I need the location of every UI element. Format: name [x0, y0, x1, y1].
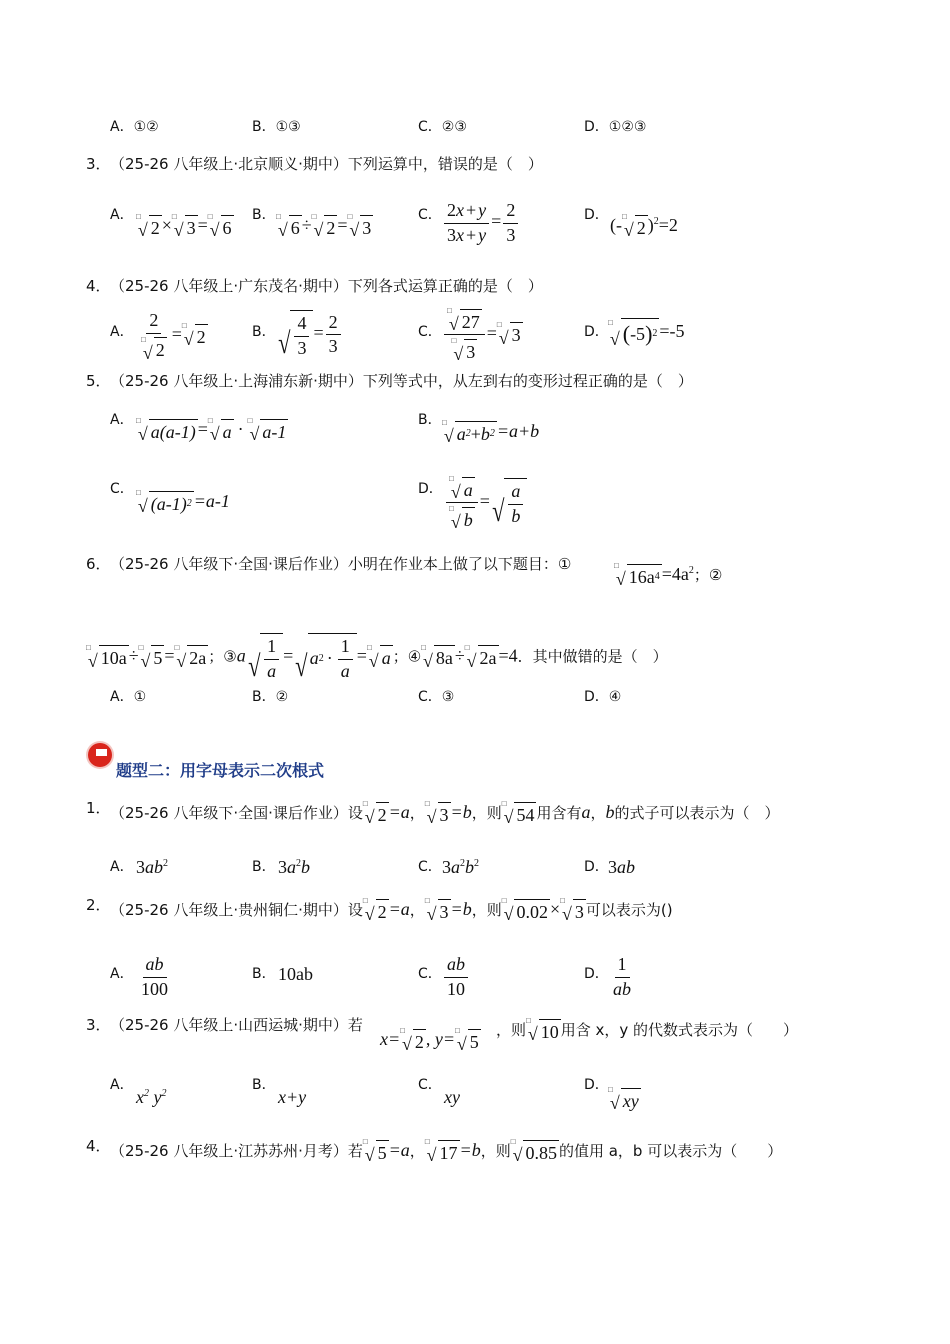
q2-option-a[interactable]: A．①②: [110, 119, 159, 135]
question-number: 2．: [86, 896, 111, 914]
option-label-d[interactable]: D．: [584, 324, 609, 340]
option-a[interactable]: A．①: [110, 689, 147, 705]
option-label-a[interactable]: A．: [110, 966, 134, 982]
s3-mid: ，则□ √ 10 用含 x，y 的代数式表示为（ ）: [496, 1016, 799, 1045]
option-label-b[interactable]: B．: [252, 966, 276, 982]
option-a-expression[interactable]: □ √ a(a-1) =□ √ a · □ √ a-1: [136, 416, 287, 445]
option-d[interactable]: D．④: [584, 689, 622, 705]
question-stem: （25-26 八年级下·全国·课后作业）小明在作业本上做了以下题目：①: [110, 555, 572, 573]
s3-condition: x=□ √ 2 , y=□ √ 5: [380, 1026, 479, 1055]
option-d-expression[interactable]: □ √ xy: [608, 1085, 639, 1114]
option-b-expression[interactable]: x+y: [278, 1087, 307, 1107]
option-d-expression[interactable]: □ √ ( -5 ) 2 =-5: [608, 318, 685, 349]
option-label-d[interactable]: D．: [418, 481, 443, 497]
option-b-expression[interactable]: $3a^2b$: [278, 857, 310, 877]
question-stem: （25-26 八年级上·江苏苏州·月考）若□ √ 5 =a，□ √ 17 =b，则□ √ 0.85 的值用 a，b 可以表示为（ ）: [110, 1137, 783, 1166]
option-label-c[interactable]: C．: [418, 859, 442, 875]
option-label-a[interactable]: A．: [110, 324, 134, 340]
option-label-c[interactable]: C．: [418, 207, 442, 223]
question-number: 5．: [86, 372, 111, 390]
option-label-b[interactable]: B．: [252, 859, 276, 875]
option-label-a[interactable]: A．: [110, 1077, 134, 1093]
option-d-expression[interactable]: $\frac{1}{ab}$: [613, 954, 631, 999]
option-c[interactable]: C．③: [418, 689, 455, 705]
q6-expression-line-2: □ √ 10a ÷□ √ 5 =□ √ 2a ；③a √ $\frac{1}{a}$ = √ a 2 · $\frac{1}{a}$ =□ √ a ；④□ √ 8a ÷□ √ 2a =4．其中做错的是（ ）: [86, 633, 668, 682]
question-stem: （25-26 八年级上·贵州铜仁·期中）设□ √ 2 =a，□ √ 3 =b，则□ √ 0.02 ×□ √ 3 可以表示为(): [110, 896, 673, 925]
option-label-c[interactable]: C．: [418, 324, 442, 340]
option-label-b[interactable]: B．: [418, 412, 442, 428]
section-title: 题型二：用字母表示二次根式: [116, 761, 325, 780]
question-number: 4．: [86, 277, 111, 295]
option-b[interactable]: B．②: [252, 689, 289, 705]
option-a-expression[interactable]: 2 □ √ 2 =□ √ 2: [141, 310, 206, 363]
q2-option-c[interactable]: C．②③: [418, 119, 467, 135]
question-number: 3．: [86, 155, 111, 173]
option-a-expression[interactable]: $\frac{ab}{100}$: [141, 954, 168, 999]
option-a-expression[interactable]: $x^2$ $y^2$: [136, 1087, 167, 1107]
option-a-expression[interactable]: $3ab^2$: [136, 857, 168, 877]
option-label-d[interactable]: D．: [584, 966, 609, 982]
option-c-expression[interactable]: $3a^2b^2$: [442, 857, 479, 877]
option-label-c[interactable]: C．: [110, 481, 134, 497]
question-stem: （25-26 八年级上·广东茂名·期中）下列各式运算正确的是（ ）: [110, 277, 543, 295]
q6-expression-1: □ √ 16a 4 $=4a^2$；②: [614, 561, 723, 590]
option-label-a[interactable]: A．: [110, 859, 134, 875]
q2-option-d[interactable]: D．①②③: [584, 119, 647, 135]
question-number: 3．: [86, 1016, 111, 1034]
question-stem: （25-26 八年级上·山西运城·期中）若: [110, 1016, 363, 1034]
option-label-d[interactable]: D．: [584, 1077, 609, 1093]
option-c-expression[interactable]: □ √ 27 □ √ 3 =□ √ 3: [442, 306, 523, 363]
option-d-expression[interactable]: (-□ √ 2 )$^2$=2: [610, 212, 678, 241]
option-c-expression[interactable]: $\frac{2x + y}{3x + y}$ = $\frac{2}{3}$: [442, 200, 520, 246]
option-b-expression[interactable]: 10ab: [278, 964, 313, 984]
option-a-expression[interactable]: □ √ 2 ×□ √ 3 =□ √ 6: [136, 212, 232, 241]
option-label-a[interactable]: A．: [110, 207, 134, 223]
question-number: 1．: [86, 799, 111, 817]
flag-icon: [88, 743, 112, 767]
option-c-expression[interactable]: □ √ (a-1) 2 =a-1: [136, 488, 230, 517]
q2-option-b[interactable]: B．①③: [252, 119, 301, 135]
option-d-expression[interactable]: 3ab: [608, 857, 635, 877]
option-label-d[interactable]: D．: [584, 859, 609, 875]
question-number: 6．: [86, 555, 111, 573]
option-label-b[interactable]: B．: [252, 207, 276, 223]
question-stem: （25-26 八年级上·上海浦东新·期中）下列等式中，从左到右的变形过程正确的是（ ）: [110, 372, 693, 390]
option-c-expression[interactable]: $\frac{ab}{10}$: [442, 954, 470, 1000]
option-b-expression[interactable]: √ $\frac{4}{3}$ = $\frac{2}{3}$: [276, 310, 343, 359]
option-d-expression[interactable]: □ √ a □ √ b = √ $\frac{a}{b}$: [444, 474, 527, 531]
question-stem: （25-26 八年级上·北京顺义·期中）下列运算中，错误的是（ ）: [110, 155, 543, 173]
option-label-c[interactable]: C．: [418, 966, 442, 982]
option-label-d[interactable]: D．: [584, 207, 609, 223]
option-label-b[interactable]: B．: [252, 324, 276, 340]
option-label-b[interactable]: B．: [252, 1077, 276, 1093]
option-label-c[interactable]: C．: [418, 1077, 442, 1093]
option-b-expression[interactable]: □ √ a 2 + b 2 =a+b: [442, 418, 540, 447]
option-c-expression[interactable]: xy: [444, 1087, 460, 1107]
question-stem: （25-26 八年级下·全国·课后作业）设□ √ 2 =a，□ √ 3 =b，则□ √ 54 用含有a，b的式子可以表示为（ ）: [110, 799, 780, 828]
option-label-a[interactable]: A．: [110, 412, 134, 428]
question-number: 4．: [86, 1137, 111, 1155]
option-b-expression[interactable]: □ √ 6 ÷□ √ 2 =□ √ 3: [276, 212, 372, 241]
